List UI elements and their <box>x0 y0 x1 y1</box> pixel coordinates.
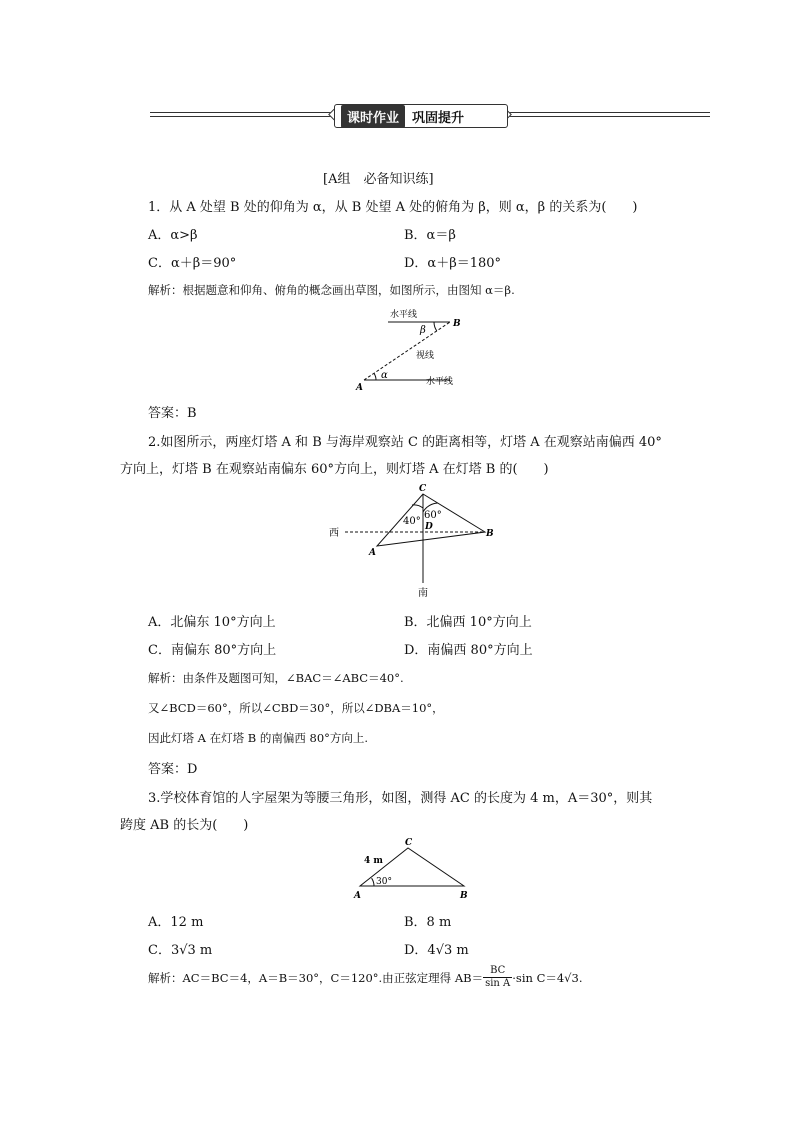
q3-option-c: C．3√3 m <box>148 943 213 958</box>
q1-beta-arc <box>434 322 437 331</box>
q1-figure <box>350 305 480 390</box>
q2-option-a: A．北偏东 10°方向上 <box>148 615 276 630</box>
header-tag-light: 巩固提升 <box>412 110 465 126</box>
q2-label-c: C <box>419 484 427 494</box>
q3-figure <box>350 834 480 904</box>
q2-option-b: B．北偏西 10°方向上 <box>404 615 532 630</box>
q1-label-horizontal-bottom: 水平线 <box>426 377 454 387</box>
q3-analysis <box>148 965 582 990</box>
q2-analysis-line3: 因此灯塔 A 在灯塔 B 的南偏西 80°方向上. <box>148 731 369 745</box>
q2-answer: 答案：D <box>148 762 198 777</box>
q1-analysis: 解析：根据题意和仰角、俯角的概念画出草图，如图所示，由图知 α＝β. <box>148 283 515 297</box>
q1-stem: 1．从 A 处望 B 处的仰角为 α，从 B 处望 A 处的俯角为 β，则 α，β 的关系为( ) <box>148 200 638 215</box>
q2-label-b: B <box>486 529 494 539</box>
q1-label-a: A <box>356 383 363 390</box>
q2-label-a: A <box>369 548 376 558</box>
q3-label-a: A <box>354 891 361 901</box>
q3-label-len: 4 m <box>364 856 383 866</box>
q2-label-d: D <box>425 522 433 532</box>
q1-label-beta: β <box>420 325 426 336</box>
q3-label-b: B <box>460 891 468 901</box>
q2-label-40: 40° <box>403 516 421 527</box>
q2-label-west: 西 <box>329 528 339 539</box>
section-title: [A组 必备知识练] <box>323 172 434 187</box>
q1-option-a: A．α>β <box>148 228 198 243</box>
q3-option-b: B．8 m <box>404 915 452 930</box>
q2-label-60: 60° <box>424 510 442 521</box>
q3-label-c: C <box>405 838 413 848</box>
q3-analysis-post: ·sin C＝4√3. <box>512 970 583 985</box>
q3-fraction-denominator: sin A <box>485 978 511 989</box>
q3-label-angle: 30° <box>376 877 392 887</box>
q1-answer: 答案：B <box>148 406 197 421</box>
q3-stem-line1: 3.学校体育馆的人字屋架为等腰三角形，如图，测得 AC 的长度为 4 m，A＝30°，则其 <box>148 791 653 806</box>
q1-label-b: B <box>453 319 461 329</box>
q1-label-alpha: α <box>381 370 388 381</box>
q1-alpha-arc <box>374 373 376 380</box>
q2-stem-line1: 2.如图所示，两座灯塔 A 和 B 与海岸观察站 C 的距离相等，灯塔 A 在观察站南偏西 40° <box>148 435 662 450</box>
q3-option-a: A．12 m <box>148 915 204 930</box>
q1-label-horizontal-top: 水平线 <box>390 310 418 320</box>
q1-option-c: C．α＋β＝90° <box>148 256 237 271</box>
q2-analysis-line2: 又∠BCD＝60°，所以∠CBD＝30°，所以∠DBA＝10°， <box>148 701 444 715</box>
q2-option-c: C．南偏东 80°方向上 <box>148 643 277 658</box>
header-tag-dark: 课时作业 <box>341 105 405 128</box>
q1-label-sight: 视线 <box>416 351 435 361</box>
q3-option-d: D．4√3 m <box>404 943 469 958</box>
q3-angle-arc <box>372 878 374 886</box>
q2-label-south: 南 <box>418 588 428 599</box>
q3-analysis-pre: 解析：AC＝BC＝4，A＝B＝30°，C＝120°.由正弦定理得 AB＝ <box>148 970 484 985</box>
q3-fraction <box>483 965 512 990</box>
q3-fraction-numerator: BC <box>483 965 512 978</box>
q2-option-d: D．南偏西 80°方向上 <box>404 643 533 658</box>
q2-stem-line2: 方向上，灯塔 B 在观察站南偏东 60°方向上，则灯塔 A 在灯塔 B 的( ) <box>120 462 549 477</box>
q2-figure <box>325 478 505 603</box>
q2-angle40-arc <box>412 505 423 508</box>
header-banner <box>334 104 508 128</box>
q1-option-b: B．α＝β <box>404 228 456 243</box>
q3-stem-line2: 跨度 AB 的长为( ) <box>120 818 249 833</box>
q2-analysis-line1: 解析：由条件及题图可知，∠BAC＝∠ABC＝40°. <box>148 671 404 685</box>
q1-option-d: D．α＋β＝180° <box>404 256 502 271</box>
